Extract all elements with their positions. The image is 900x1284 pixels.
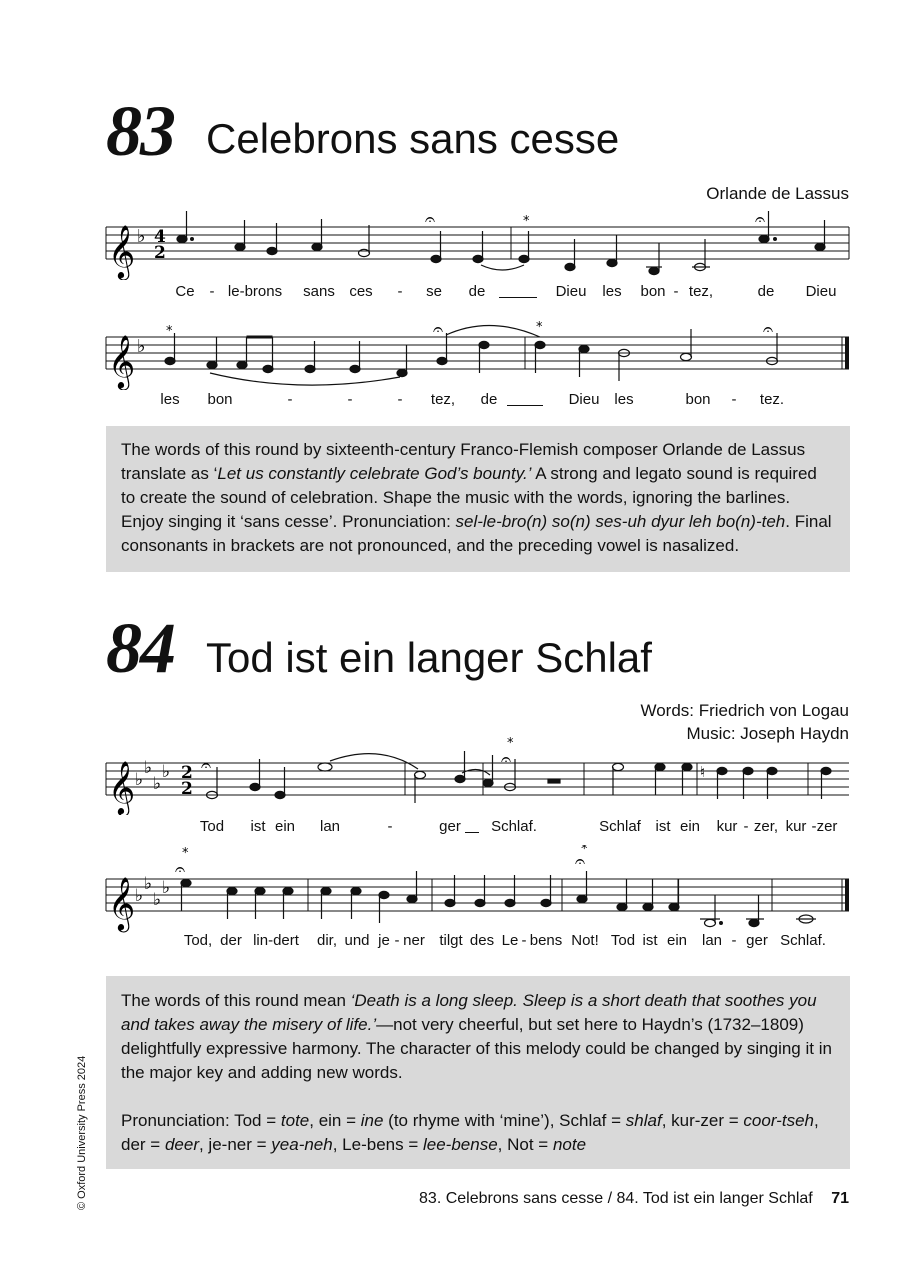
lyric-syllable: Schlaf. <box>491 818 537 835</box>
lyric-syllable: de <box>757 283 775 300</box>
commentary-paragraph: The words of this round mean ‘Death is a long sleep. Sleep is a short death that soothes you and takes away the misery of life.’—not very cheerful, but set here to Haydn’s (1732–1809) delightfully expressive harmony. The character of this melody could be changed by singing it in the major key and adding new words. <box>121 991 832 1082</box>
flat-icon: ♭ <box>144 874 153 894</box>
lyric-syllable: bon <box>207 391 233 408</box>
lyric-syllable: Not! <box>571 932 599 949</box>
lyric-syllable: ger <box>746 932 768 949</box>
lyric-syllable: Schlaf. <box>780 932 826 949</box>
time-sig-bottom: 2 <box>181 779 193 799</box>
fermata-icon: 𝄐 <box>755 209 766 230</box>
copyright-notice: © Oxford University Press 2024 <box>76 1055 88 1210</box>
lyric-syllable: - <box>347 391 353 408</box>
lyric-syllable: - <box>811 818 817 835</box>
lyric-syllable: Dieu <box>805 283 837 300</box>
treble-clef-icon: 𝄞 <box>108 334 136 388</box>
lyrics-83-line-2 <box>100 391 855 411</box>
running-footer <box>419 1190 849 1208</box>
lyric-syllable: Tod <box>610 932 636 949</box>
staff-83-line-2 <box>100 315 855 390</box>
lyrics-83-line-1 <box>100 283 855 303</box>
breath-mark-icon: * <box>507 736 514 751</box>
lyric-syllable: zer, <box>753 818 779 835</box>
commentary-box-84 <box>106 976 850 1169</box>
breath-mark-icon: * <box>536 320 543 335</box>
lyric-syllable: - <box>287 391 293 408</box>
commentary-box-83 <box>106 426 850 572</box>
flat-icon: ♭ <box>137 336 146 357</box>
lyric-extender <box>507 405 543 406</box>
lyric-syllable: tez. <box>759 391 785 408</box>
lyric-syllable: Dieu <box>568 391 600 408</box>
lyric-syllable: - <box>673 283 679 300</box>
staff-83-line-1 <box>100 205 855 280</box>
lyric-syllable: bens <box>529 932 563 949</box>
lyrics-84-line-2 <box>100 932 855 952</box>
lyrics-84-line-1 <box>100 818 855 838</box>
music-credit: Music: Joseph Haydn <box>686 724 849 743</box>
commentary-text: The words of this round by sixteenth-century Franco-Flemish composer Orlande de Lassus translate as ‘Let us constantly celebrate God’s bounty.’ A strong and legato sound is required to create the sound of celebration. Shape the music with the words, ignoring the barlines. Enjoy singing it ‘sans cesse’. Pronunciation: sel-le-bro(n) so(n) ses-uh dyur leh bo(n)-teh. Final consonants in brackets are not pronounced, and the preceding vowel is nasalized. <box>121 440 832 555</box>
breath-mark-icon: * <box>581 845 588 857</box>
lyric-syllable: - <box>731 391 737 408</box>
lyric-syllable: se <box>426 283 442 300</box>
lyric-syllable: Le <box>501 932 519 949</box>
fermata-icon: 𝄐 <box>501 749 512 770</box>
flat-icon: ♭ <box>153 890 162 910</box>
treble-clef-icon: 𝄞 <box>108 224 136 278</box>
lyric-syllable: - <box>743 818 749 835</box>
lyric-syllable: - <box>521 932 527 949</box>
flat-icon: ♭ <box>137 226 146 247</box>
lyric-extender <box>499 297 537 298</box>
flat-icon: ♭ <box>135 886 144 906</box>
lyric-syllable: de <box>468 283 486 300</box>
lyric-syllable: Schlaf <box>599 818 641 835</box>
time-sig-top: 4 <box>154 227 166 247</box>
composer-credit-83 <box>706 182 849 205</box>
lyric-extender <box>465 832 479 833</box>
lyric-syllable: kur <box>716 818 738 835</box>
flat-icon: ♭ <box>162 762 171 782</box>
treble-clef-icon: 𝄞 <box>108 760 136 814</box>
song-number-84: 84 <box>106 608 174 688</box>
staff-84-line-1 <box>100 735 855 815</box>
lyric-syllable: les <box>160 391 180 408</box>
lyric-syllable: bon <box>640 283 666 300</box>
lyric-syllable: ein <box>274 818 296 835</box>
time-sig-bottom: 2 <box>154 243 166 263</box>
lyric-syllable: tilgt <box>439 932 463 949</box>
lyric-syllable: und <box>344 932 370 949</box>
lyric-syllable: lan <box>319 818 341 835</box>
lyric-syllable: - <box>731 932 737 949</box>
running-title: 83. Celebrons sans cesse / 84. Tod ist ein langer Schlaf <box>419 1190 813 1207</box>
lyric-syllable: tez, <box>430 391 456 408</box>
composer-line: Orlande de Lassus <box>706 184 849 203</box>
breath-mark-icon: * <box>523 214 530 229</box>
lyric-syllable: ner <box>403 932 425 949</box>
lyric-syllable: lan <box>701 932 723 949</box>
pronunciation-paragraph: Pronunciation: Tod = tote, ein = ine (to rhyme with ‘mine’), Schlaf = shlaf, kur-zer = coor-tseh, der = deer, je-ner = yea-neh, Le-bens = lee-bense, Not = note <box>121 1111 819 1154</box>
words-credit: Words: Friedrich von Logau <box>640 701 849 720</box>
fermata-icon: 𝄐 <box>175 859 186 880</box>
lyric-syllable: ist <box>250 818 266 835</box>
lyric-syllable: de <box>480 391 498 408</box>
fermata-icon: 𝄐 <box>425 209 436 230</box>
fermata-icon: 𝄐 <box>201 755 212 776</box>
breath-mark-icon: * <box>166 324 173 339</box>
lyric-syllable: dir, <box>316 932 338 949</box>
fermata-icon: 𝄐 <box>575 851 586 872</box>
flat-icon: ♭ <box>135 770 144 790</box>
lyric-syllable: ger <box>439 818 461 835</box>
lyric-syllable: kur <box>785 818 807 835</box>
treble-clef-icon: 𝄞 <box>108 876 136 930</box>
breath-mark-icon: * <box>182 846 189 861</box>
fermata-icon: 𝄐 <box>433 319 444 340</box>
lyric-syllable: ein <box>666 932 688 949</box>
lyric-syllable: - <box>397 391 403 408</box>
lyric-syllable: zer <box>816 818 838 835</box>
lyric-syllable: Tod <box>199 818 225 835</box>
lyric-syllable: lin-dert <box>253 932 299 949</box>
flat-icon: ♭ <box>153 774 162 794</box>
flat-icon: ♭ <box>162 878 171 898</box>
lyric-syllable: ces <box>349 283 373 300</box>
song-number-83: 83 <box>106 91 174 171</box>
lyric-syllable: ein <box>679 818 701 835</box>
staff-84-line-2 <box>100 845 855 935</box>
song-title-83: Celebrons sans cesse <box>206 115 620 162</box>
flat-icon: ♭ <box>144 758 153 778</box>
time-sig-top: 2 <box>181 763 193 783</box>
lyric-syllable: sans <box>303 283 335 300</box>
lyric-syllable: - <box>394 932 400 949</box>
lyric-syllable: les <box>602 283 622 300</box>
lyric-syllable: Ce <box>175 283 195 300</box>
natural-icon: ♮ <box>700 763 706 781</box>
lyric-syllable: je <box>378 932 390 949</box>
fermata-icon: 𝄐 <box>763 319 774 340</box>
lyric-syllable: - <box>397 283 403 300</box>
lyric-syllable: der <box>220 932 242 949</box>
page-number: 71 <box>831 1190 849 1207</box>
song-title-84: Tod ist ein langer Schlaf <box>206 634 652 681</box>
lyric-syllable: - <box>387 818 393 835</box>
lyric-syllable: le-brons <box>227 283 283 300</box>
lyric-syllable: les <box>614 391 634 408</box>
lyric-syllable: des <box>469 932 495 949</box>
lyric-syllable: Tod, <box>183 932 213 949</box>
lyric-syllable: ist <box>655 818 671 835</box>
lyric-syllable: Dieu <box>555 283 587 300</box>
lyric-syllable: ist <box>642 932 658 949</box>
lyric-syllable: bon <box>685 391 711 408</box>
lyric-syllable: tez, <box>688 283 714 300</box>
lyric-syllable: - <box>209 283 215 300</box>
